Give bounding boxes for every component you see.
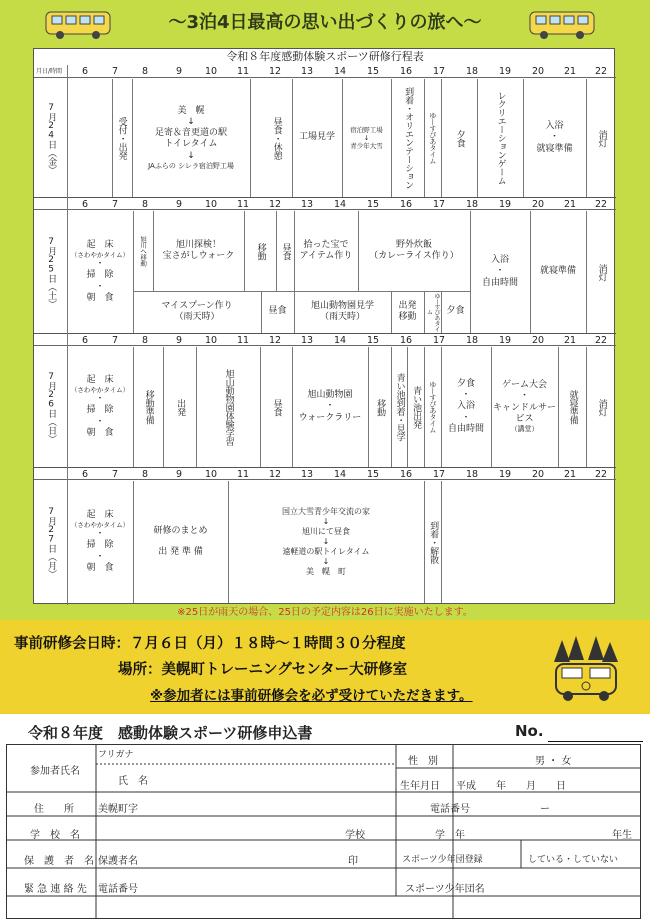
pre-session-band <box>0 620 650 714</box>
hour-label: 6 <box>81 335 89 346</box>
application-form <box>0 714 650 919</box>
event-cell: 就寝準備 <box>539 266 576 277</box>
header-corner: 月日/時間 <box>35 68 63 75</box>
hour-label: 11 <box>236 199 250 210</box>
event-text: （カレーライス作り） <box>369 251 459 261</box>
event-text: 入浴 <box>545 121 564 132</box>
event-text: 美 幌 <box>177 105 205 116</box>
hour-label: 8 <box>141 469 149 480</box>
event-text: 掃 除 <box>86 405 114 416</box>
event-text: 起 床 <box>86 509 114 520</box>
event-text: （講堂） <box>510 425 539 434</box>
hour-label: 7 <box>111 66 119 77</box>
event-cell <box>292 347 368 467</box>
club-registration-value[interactable]: している・していない <box>528 855 619 865</box>
hour-header <box>34 65 616 78</box>
hour-label: 18 <box>465 335 479 346</box>
guardian-label: 保 護 者 名 <box>24 856 94 867</box>
event-text: 自由時間 <box>481 277 518 288</box>
event-text: ↓ <box>322 537 330 546</box>
event-text: 朝 食 <box>86 562 114 573</box>
hour-label: 11 <box>236 335 250 346</box>
hour-label: 10 <box>204 469 218 480</box>
hour-label: 15 <box>366 66 380 77</box>
hour-label: 20 <box>531 335 545 346</box>
event-cell: レクリエーションゲーム <box>495 91 506 185</box>
event-cell <box>228 481 424 603</box>
event-cell: 移動 <box>255 242 266 260</box>
hour-label: 13 <box>300 199 314 210</box>
hour-label: 12 <box>268 199 282 210</box>
hour-label: 9 <box>175 469 183 480</box>
event-cell <box>294 291 391 333</box>
event-text: 国立大雪青少年交流の家 <box>282 507 370 516</box>
event-text: ・ <box>519 391 529 402</box>
hour-header <box>34 467 616 480</box>
address-field[interactable]: 美幌町字 <box>98 804 138 815</box>
hour-label: 15 <box>366 335 380 346</box>
event-text: 移動 <box>398 312 417 322</box>
event-cell: 夕食 <box>454 129 465 147</box>
event-text: キャンドルサービス <box>492 402 556 424</box>
hour-label: 12 <box>268 66 282 77</box>
hour-label: 14 <box>333 469 347 480</box>
hour-label: 20 <box>531 199 545 210</box>
hour-label: 8 <box>141 199 149 210</box>
event-cell <box>67 347 133 467</box>
name-label: 氏 名 <box>118 776 148 787</box>
event-text: ・ <box>495 266 505 277</box>
hour-label: 19 <box>498 335 512 346</box>
event-text: 入浴 <box>490 255 509 266</box>
grade-label: 学 年 <box>435 830 465 841</box>
event-text: ・ <box>325 401 335 412</box>
phone-label: 電話番号 <box>430 804 470 815</box>
event-text: 夕食 <box>456 378 475 389</box>
hour-label: 8 <box>141 66 149 77</box>
hour-label: 15 <box>366 469 380 480</box>
hour-label: 8 <box>141 335 149 346</box>
event-cell: ゆーすぴあタイム <box>428 112 437 164</box>
furigana-label: フリガナ <box>98 750 134 760</box>
event-cell: 昼食 <box>271 398 282 416</box>
day-label: 7月26日（日） <box>46 371 57 443</box>
hour-label: 18 <box>465 199 479 210</box>
event-cell <box>294 211 358 291</box>
club-name-label: スポーツ少年団名 <box>405 884 485 895</box>
hour-label: 21 <box>563 335 577 346</box>
event-text: ・ <box>95 416 105 427</box>
hour-label: 6 <box>81 469 89 480</box>
event-text: ・ <box>549 132 559 143</box>
event-text: 入浴 <box>456 401 475 412</box>
hour-label: 7 <box>111 199 119 210</box>
event-cell: 就寝準備 <box>567 390 578 424</box>
event-text: ↓ <box>187 116 195 127</box>
event-cell: ゆーすぴあタイム <box>425 292 440 332</box>
event-text: 宝さがしウォーク <box>162 251 235 261</box>
event-text: 起 床 <box>86 239 114 250</box>
event-cell: 到着・解散 <box>428 520 439 564</box>
gender-label: 性 別 <box>408 756 438 767</box>
form-title: 令和８年度 感動体験スポーツ研修申込書 <box>28 724 313 742</box>
hour-label: 13 <box>300 469 314 480</box>
event-text: ・ <box>95 281 105 292</box>
event-cell <box>358 211 470 291</box>
hour-label: 22 <box>594 469 608 480</box>
hour-label: 17 <box>432 199 446 210</box>
pre-session-notice: ※参加者には事前研修会を必ず受けていただきます。 <box>150 688 473 704</box>
event-text: 研修のまとめ <box>153 525 208 536</box>
hour-label: 17 <box>432 66 446 77</box>
event-text: 出 発 準 備 <box>158 547 203 557</box>
event-text: ・ <box>95 551 105 562</box>
event-text: ウォークラリー <box>298 412 362 423</box>
hour-label: 22 <box>594 66 608 77</box>
hour-label: 16 <box>399 199 413 210</box>
event-cell: 消灯 <box>596 398 607 416</box>
hour-label: 9 <box>175 66 183 77</box>
club-registration-label: スポーツ少年団登録 <box>402 855 483 865</box>
event-text: 美 幌 町 <box>306 567 346 576</box>
emergency-label: 緊 急 連 絡 先 <box>24 884 87 895</box>
hour-label: 20 <box>531 469 545 480</box>
event-cell <box>132 79 250 197</box>
event-cell <box>470 211 530 333</box>
event-cell <box>153 211 244 291</box>
bus-icon <box>526 8 596 40</box>
hour-label: 10 <box>204 66 218 77</box>
event-cell: 消灯 <box>596 263 607 281</box>
hour-label: 19 <box>498 469 512 480</box>
event-text: （さわやかタイム） <box>70 386 130 395</box>
event-text: 掃 除 <box>86 270 114 281</box>
event-text: 宿泊野工場 <box>350 125 383 134</box>
hour-label: 7 <box>111 335 119 346</box>
hour-label: 9 <box>175 335 183 346</box>
event-cell: 移動 <box>375 398 386 416</box>
event-text: ・ <box>95 529 105 540</box>
event-cell: 青い池到着・見学 <box>394 373 405 441</box>
event-text: 旭山動物園見学 <box>310 300 374 311</box>
hour-label: 22 <box>594 199 608 210</box>
address-label: 住 所 <box>34 804 74 815</box>
rain-note: ※25日が雨天の場合、25日の予定内容は26日に実施いたします。 <box>177 607 473 618</box>
hour-label: 22 <box>594 335 608 346</box>
event-text: 旭川にて昼食 <box>302 527 350 536</box>
event-text: 朝 食 <box>86 427 114 438</box>
hour-label: 18 <box>465 66 479 77</box>
event-cell <box>441 347 491 467</box>
event-cell <box>523 79 586 197</box>
schedule-table <box>33 48 615 604</box>
hour-label: 10 <box>204 335 218 346</box>
day-label: 7月24日（金） <box>46 102 57 174</box>
hour-label: 19 <box>498 199 512 210</box>
event-text: ・ <box>95 394 105 405</box>
event-text: ・ <box>461 390 471 401</box>
hour-label: 12 <box>268 335 282 346</box>
event-cell: 消灯 <box>596 129 607 147</box>
hour-label: 20 <box>531 66 545 77</box>
event-cell: 夕食 <box>446 306 465 317</box>
hour-label: 13 <box>300 66 314 77</box>
hour-label: 16 <box>399 469 413 480</box>
emergency-phone-field[interactable]: 電話番号 <box>98 884 138 895</box>
event-text: 就寝準備 <box>536 143 573 154</box>
event-cell: 旭山動物園体験学習 <box>223 368 234 446</box>
event-text: 足寄＆音更道の駅 <box>154 128 227 138</box>
event-text: ↓ <box>187 150 195 161</box>
hour-label: 12 <box>268 469 282 480</box>
hour-label: 18 <box>465 469 479 480</box>
event-text: （さわやかタイム） <box>70 521 130 530</box>
event-cell: ゆーすぴあタイム <box>428 381 437 433</box>
camper-van-icon <box>548 634 624 708</box>
event-text: 出発 <box>398 300 417 311</box>
form-number: No. <box>515 722 544 740</box>
event-text: 旭山動物園 <box>307 390 353 401</box>
event-text: 自由時間 <box>447 423 484 434</box>
hour-label: 11 <box>236 469 250 480</box>
event-text: 青少年大雪 <box>350 142 383 151</box>
hour-label: 21 <box>563 469 577 480</box>
event-cell: 旭川へ移動 <box>139 236 148 266</box>
event-text: 旭川探検！ <box>175 239 221 250</box>
event-text: （さわやかタイム） <box>70 251 130 260</box>
event-text: 掃 除 <box>86 540 114 551</box>
event-text: トイレタイム <box>164 139 218 150</box>
hour-header <box>34 333 616 346</box>
school-label: 学 校 名 <box>30 830 80 841</box>
event-text: 拾った宝で <box>303 239 349 250</box>
event-text: 野外炊飯 <box>395 239 432 250</box>
hour-header <box>34 197 616 210</box>
page-title: ～3泊4日最高の思い出づくりの旅へ～ <box>168 12 482 33</box>
event-cell: 昼食 <box>268 306 287 317</box>
hour-label: 14 <box>333 66 347 77</box>
event-cell: 受付・出発 <box>116 116 127 160</box>
event-cell <box>391 291 424 333</box>
hour-label: 14 <box>333 199 347 210</box>
hour-label: 15 <box>366 199 380 210</box>
event-cell <box>67 481 133 603</box>
event-text: 遠軽道の駅トイレタイム <box>282 547 370 556</box>
hour-label: 16 <box>399 335 413 346</box>
hour-label: 9 <box>175 199 183 210</box>
gender-value[interactable]: 男 ・ 女 <box>535 756 572 767</box>
hour-label: 6 <box>81 199 89 210</box>
guardian-field[interactable]: 保護者名 <box>98 856 138 867</box>
event-text: マイスプーン作り <box>161 300 233 311</box>
day-label: 7月27日（月） <box>46 506 57 578</box>
hour-label: 16 <box>399 66 413 77</box>
phone-field[interactable]: ー <box>540 804 550 815</box>
event-text: （雨天時） <box>174 312 220 322</box>
event-text: ・ <box>95 259 105 270</box>
event-cell: 昼食・休憩 <box>271 116 282 160</box>
hour-label: 17 <box>432 469 446 480</box>
event-text: 朝 食 <box>86 292 114 303</box>
pre-session-date: 事前研修会日時：７月６日（月）１８時～１時間３０分程度 <box>14 636 406 652</box>
event-cell <box>342 79 391 197</box>
hour-label: 10 <box>204 199 218 210</box>
birth-label: 生年月日 <box>400 781 440 792</box>
grade-suffix: 年生 <box>612 830 632 841</box>
bus-icon <box>44 8 114 40</box>
birth-value[interactable]: 平成 年 月 日 <box>456 781 566 792</box>
hour-label: 7 <box>111 469 119 480</box>
event-cell: 移動準備 <box>143 390 154 424</box>
hour-label: 11 <box>236 66 250 77</box>
hour-label: 13 <box>300 335 314 346</box>
hour-label: 19 <box>498 66 512 77</box>
hour-label: 21 <box>563 66 577 77</box>
event-text: ・ <box>461 412 471 423</box>
day-label: 7月25日（土） <box>46 236 57 308</box>
event-cell <box>491 347 558 467</box>
event-cell <box>133 291 261 333</box>
event-text: （雨天時） <box>319 312 365 322</box>
event-cell: 工場見学 <box>298 132 335 143</box>
event-text: ↓ <box>322 517 330 526</box>
event-text: 起 床 <box>86 374 114 385</box>
hour-label: 6 <box>81 66 89 77</box>
hour-label: 21 <box>563 199 577 210</box>
event-cell <box>133 481 228 603</box>
event-text: ゲーム大会 <box>501 380 547 391</box>
pre-session-place: 場所：美幌町トレーニングセンター大研修室 <box>118 662 408 678</box>
event-cell: 青い池出発 <box>411 385 422 429</box>
school-suffix: 学校 <box>345 830 365 841</box>
event-text: アイテム作り <box>299 251 353 261</box>
participant-name-label: 参加者氏名 <box>30 766 80 777</box>
event-text: ↓ <box>322 557 330 566</box>
event-cell <box>67 211 133 333</box>
event-cell: 昼食 <box>280 242 291 260</box>
event-cell: 出発 <box>175 398 186 416</box>
event-cell: 到着・オリエンテーション <box>403 87 414 189</box>
hour-label: 14 <box>333 335 347 346</box>
hour-label: 17 <box>432 335 446 346</box>
event-text: ↓ <box>363 133 370 142</box>
event-text: JAふらの シレラ宿泊野工場 <box>148 161 234 170</box>
schedule-title: 令和８年度感動体験スポーツ研修行程表 <box>226 50 424 63</box>
seal-label: 印 <box>348 856 358 867</box>
